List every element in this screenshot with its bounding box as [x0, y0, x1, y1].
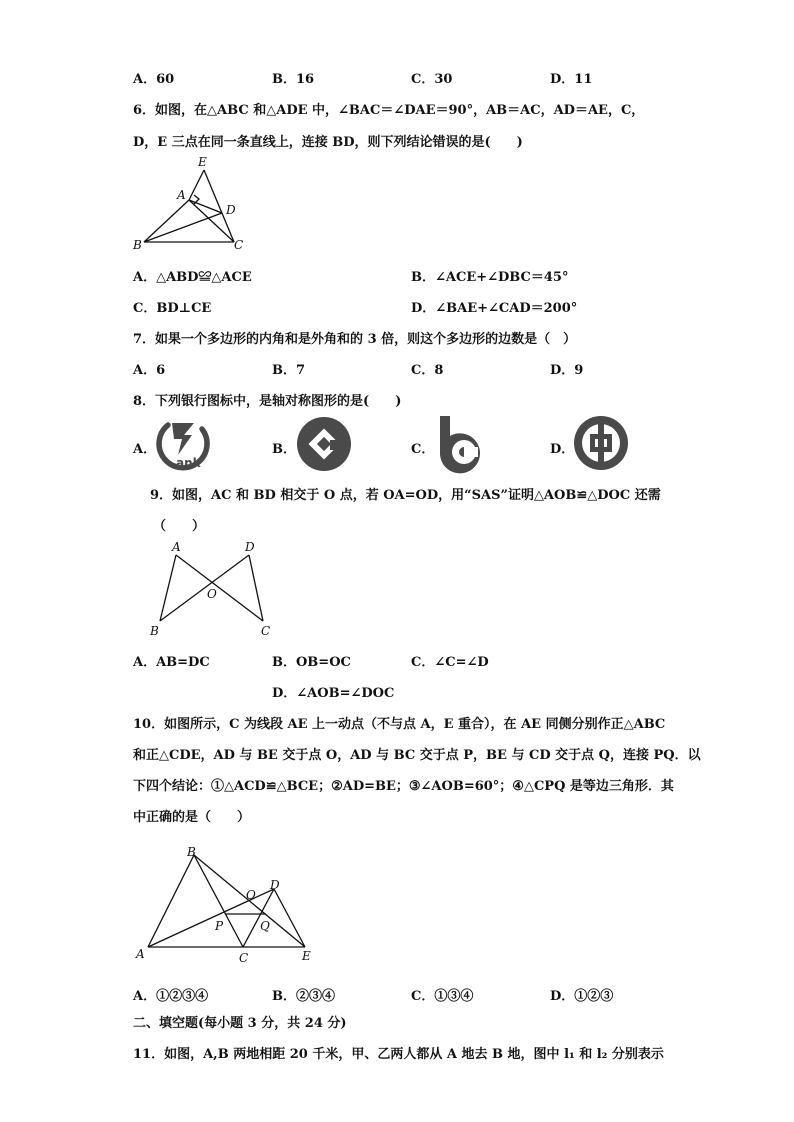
q6-option-d: D．∠BAE+∠CAD＝200°: [411, 301, 578, 316]
q6-label-a: A: [177, 188, 186, 202]
q5-option-b: B．16: [272, 72, 315, 87]
q10-option-c: C．①③④: [411, 989, 474, 1004]
q10-option-d: D．①②③: [550, 989, 614, 1004]
q9-stem-line2: （ ）: [153, 519, 206, 534]
q10-label-c: C: [239, 951, 249, 965]
q9-option-c: C．∠C=∠D: [411, 655, 489, 670]
q9-figure: [146, 538, 276, 640]
q6-stem-line1: 6．如图，在△ABC 和△ADE 中，∠BAC＝∠DAE＝90°，AB＝AC，AD＝AE，C，: [133, 103, 645, 118]
q10-label-e: E: [302, 949, 311, 963]
q7-option-d: D．9: [550, 363, 584, 378]
q8-option-b-label: B．: [272, 442, 296, 457]
q10-stem-line2: 和正△CDE，AD 与 BE 交于点 O，AD 与 BC 交于点 P，BE 与 CD 交于点 Q，连接 PQ．以: [133, 748, 701, 763]
q9-option-a: A．AB=DC: [133, 655, 210, 670]
q10-option-a: A．①②③④: [133, 989, 209, 1004]
q6-stem-line2: D，E 三点在同一条直线上，连接 BD，则下列结论错误的是( ): [133, 135, 523, 150]
q5-option-d: D．11: [550, 72, 593, 87]
q6-label-c: C: [234, 238, 244, 252]
q9-stem-line1: 9．如图，AC 和 BD 相交于 O 点，若 OA=OD，用“SAS”证明△AOB≌△DOC 还需: [150, 488, 661, 503]
q8-option-d-label: D．: [550, 442, 575, 457]
q6-option-a: A．△ABD≌△ACE: [133, 270, 252, 285]
q10-label-a: A: [136, 947, 145, 961]
q8-logo-d: [573, 415, 629, 471]
q10-label-b: B: [187, 845, 196, 859]
q7-option-b: B．7: [272, 363, 306, 378]
q10-stem-line4: 中正确的是（ ）: [133, 810, 251, 825]
q10-figure: [130, 840, 330, 970]
q9-option-b: B．OB=OC: [272, 655, 351, 670]
q8-logo-c: [434, 414, 490, 472]
q8-logo-b: [296, 416, 352, 472]
q7-option-c: C．8: [411, 363, 444, 378]
q8-stem: 8．下列银行图标中，是轴对称图形的是( ): [133, 394, 402, 409]
q8-logo-a: [156, 415, 212, 473]
q8-option-c-label: C．: [411, 442, 435, 457]
q10-stem-line3: 下四个结论：①△ACD≌△BCE；②AD=BE；③∠AOB=60°；④△CPQ 是等边三角形．其: [133, 779, 674, 794]
q6-label-e: E: [198, 155, 207, 169]
q6-label-b: B: [133, 238, 142, 252]
q9-label-o: O: [207, 587, 217, 601]
q7-option-a: A．6: [133, 363, 166, 378]
q9-option-d: D．∠AOB=∠DOC: [272, 686, 395, 701]
q6-figure: [130, 152, 260, 254]
q10-label-o: O: [246, 888, 256, 902]
q9-label-a: A: [172, 540, 181, 554]
q6-label-d: D: [226, 203, 236, 217]
q10-option-b: B．②③④: [272, 989, 335, 1004]
q7-stem: 7．如果一个多边形的内角和是外角和的 3 倍，则这个多边形的边数是（ ）: [133, 332, 577, 347]
q10-label-p: P: [215, 919, 224, 933]
q6-option-b: B．∠ACE+∠DBC＝45°: [411, 270, 569, 285]
q5-option-a: A．60: [133, 72, 175, 87]
q10-stem-line1: 10．如图所示，C 为线段 AE 上一动点（不与点 A，E 重合），在 AE 同侧分别作正△ABC: [133, 717, 666, 732]
q9-label-b: B: [150, 624, 159, 638]
q11-stem: 11．如图，A,B 两地相距 20 千米，甲、乙两人都从 A 地去 B 地，图中 l₁ 和 l₂ 分别表示: [133, 1047, 664, 1062]
section2-title: 二、填空题(每小题 3 分，共 24 分): [133, 1016, 347, 1031]
q8-logo-a-text: ank: [176, 456, 201, 470]
q5-option-c: C．30: [411, 72, 453, 87]
q9-label-d: D: [245, 540, 255, 554]
q6-option-c: C．BD⊥CE: [133, 301, 212, 316]
q10-label-q: Q: [260, 919, 270, 933]
q9-label-c: C: [261, 624, 271, 638]
q8-option-a-label: A．: [133, 442, 157, 457]
q10-label-d: D: [270, 878, 280, 892]
